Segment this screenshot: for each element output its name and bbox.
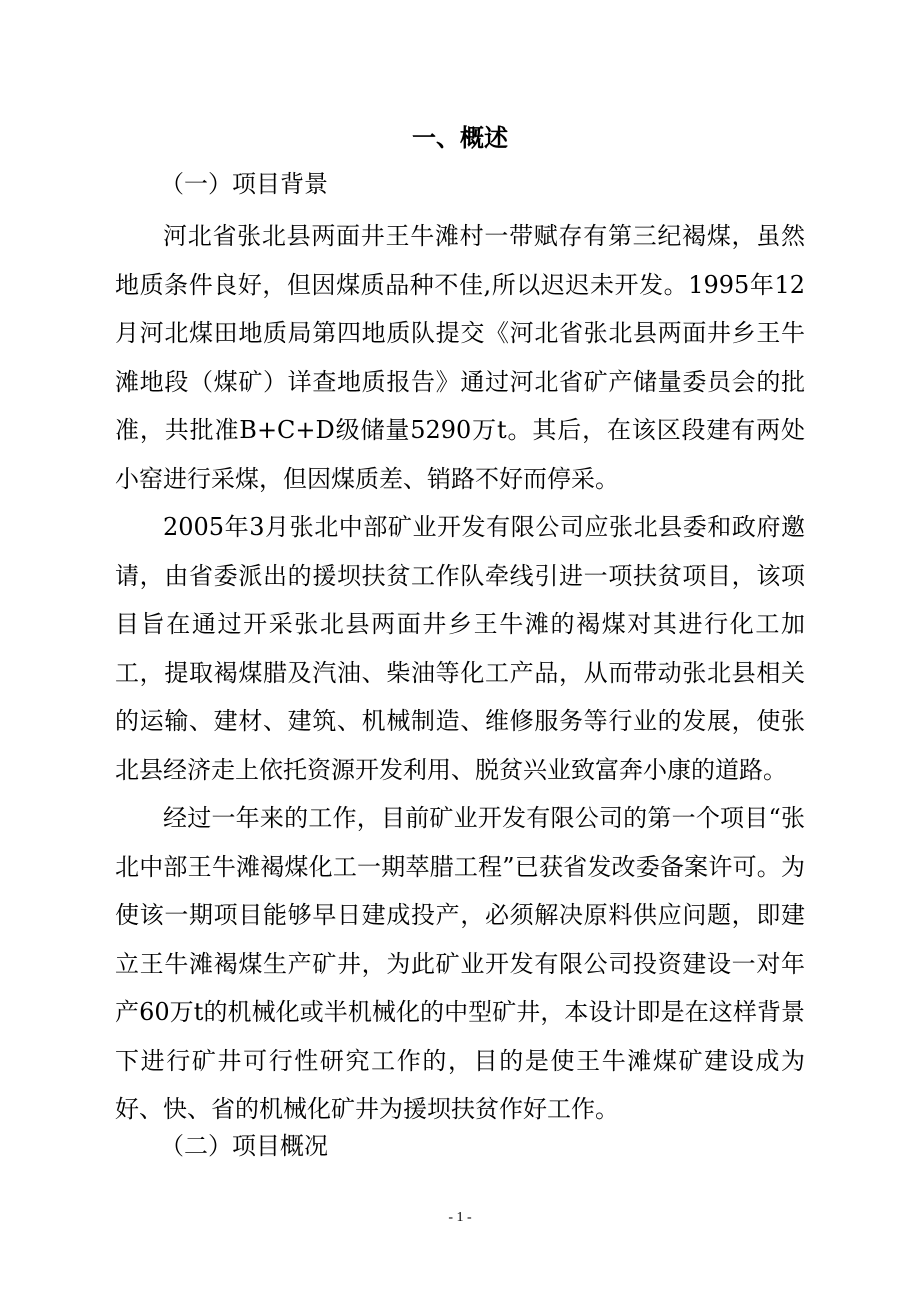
- page-title: 一、概述: [412, 123, 508, 152]
- section-heading-overview: （二）项目概况: [160, 1132, 328, 1160]
- page-number: - 1 -: [448, 1210, 472, 1225]
- paragraph-3: 经过一年来的工作，目前矿业开发有限公司的第一个项目“张北中部王牛滩褐煤化工一期萃腊工程”已获省发改委备案许可。为使该一期项目能够早日建成投产，必须解决原料供应问题，即建立王牛滩褐煤生产矿井，为此矿业开发有限公司投资建设一对年产60万t的机械化或半机械化的中型矿井，本设计即是在这样背景下进行矿井可行性研究工作的，目的是使王牛滩煤矿建设成为好、快、省的机械化矿井为援坝扶贫作好工作。: [115, 804, 805, 1123]
- paragraph-1: 河北省张北县两面井王牛滩村一带赋存有第三纪褐煤，虽然地质条件良好，但因煤质品种不佳,所以迟迟未开发。1995年12月河北煤田地质局第四地质队提交《河北省张北县两面井乡王牛滩地段（煤矿）详查地质报告》通过河北省矿产储量委员会的批准，共批准B+C+D级储量5290万t。其后，在该区段建有两处小窑进行采煤，但因煤质差、销路不好而停采。: [115, 222, 805, 493]
- paragraph-2: 2005年3月张北中部矿业开发有限公司应张北县委和政府邀请，由省委派出的援坝扶贫工作队牵线引进一项扶贫项目，该项目旨在通过开采张北县两面井乡王牛滩的褐煤对其进行化工加工，提取褐煤腊及汽油、柴油等化工产品，从而带动张北县相关的运输、建材、建筑、机械制造、维修服务等行业的发展，使张北县经济走上依托资源开发利用、脱贫兴业致富奔小康的道路。: [115, 513, 805, 784]
- section-heading-background: （一）项目背景: [160, 170, 328, 198]
